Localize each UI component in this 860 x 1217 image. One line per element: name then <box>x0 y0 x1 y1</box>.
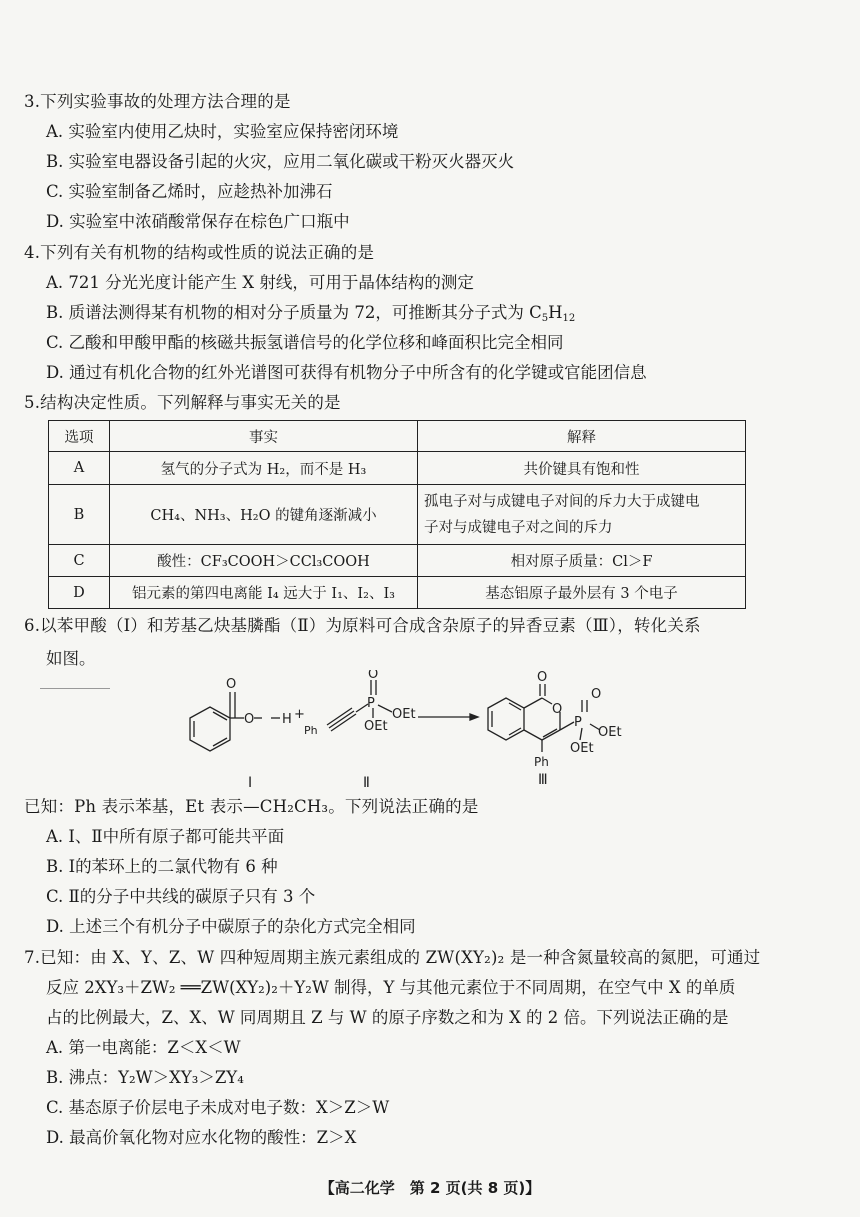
q5-stem: 5.结构决定性质。下列解释与事实无关的是 <box>24 393 341 412</box>
table-header-row <box>49 421 746 452</box>
q4-stem: 4.下列有关有机物的结构或性质的说法正确的是 <box>24 243 375 262</box>
q4-option-b-text: B. 质谱法测得某有机物的相对分子质量为 72，可推断其分子式为 C <box>46 303 542 322</box>
scheme-ph-2: Ph <box>534 755 549 769</box>
q7-option-c: C. 基态原子价层电子未成对电子数：X＞Z＞W <box>46 1098 390 1117</box>
row-reason <box>418 485 746 545</box>
q4-option-d: D. 通过有机化合物的红外光谱图可获得有机物分子中所含有的化学键或官能团信息 <box>46 363 647 382</box>
row-reason-line2: 子对与成键电子对之间的斥力 <box>424 519 613 536</box>
q7-option-d: D. 最高价氧化物对应水化物的酸性：Z＞X <box>46 1128 357 1147</box>
q4-option-a: A. 721 分光光度计能产生 X 射线，可用于晶体结构的测定 <box>46 273 474 292</box>
scheme-p-2: P <box>574 715 582 730</box>
q4-option-b-sub1: 5 <box>541 313 549 324</box>
row-option: D <box>49 577 110 609</box>
row-fact: 酸性：CF₃COOH＞CCl₃COOH <box>110 545 418 577</box>
scheme-oet-2: OEt <box>364 719 388 734</box>
row-reason: 共价键具有饱和性 <box>418 452 746 485</box>
scheme-label-1: Ⅰ <box>248 775 253 791</box>
scheme-o-hydroxyl: O <box>244 712 255 727</box>
q6-stem-line2: 如图。 <box>46 649 96 668</box>
row-option: C <box>49 545 110 577</box>
scheme-o-p-1: O <box>368 670 379 682</box>
q6-option-a: A. Ⅰ、Ⅱ中所有原子都可能共平面 <box>46 827 285 846</box>
q7-stem-line1: 7.已知：由 X、Y、Z、W 四种短周期主族元素组成的 ZW(XY₂)₂ 是一种含氮量较高的氮肥，可通过 <box>24 948 761 967</box>
q5-table <box>48 420 746 609</box>
q6-stem-line1: 6.以苯甲酸（Ⅰ）和芳基乙炔基膦酯（Ⅱ）为原料可合成含杂原子的异香豆素（Ⅲ），转化关系 <box>24 616 701 635</box>
header-option: 选项 <box>49 421 110 452</box>
q3-stem: 3.下列实验事故的处理方法合理的是 <box>24 92 291 111</box>
scheme-ph-1: Ph <box>304 724 318 737</box>
q3-option-a: A. 实验室内使用乙炔时，实验室应保持密闭环境 <box>46 122 399 141</box>
scheme-o-carbonyl-1: O <box>226 677 237 692</box>
q4-option-b-sub2: 12 <box>562 313 576 324</box>
q6-known: 已知：Ph 表示苯基，Et 表示—CH₂CH₃。下列说法正确的是 <box>24 797 479 816</box>
table-row <box>49 577 746 609</box>
table-row <box>49 545 746 577</box>
q7-stem-line3: 占的比例最大，Z、X、W 同周期且 Z 与 W 的原子序数之和为 X 的 2 倍。下列说法正确的是 <box>46 1008 729 1027</box>
scheme-oet-1: OEt <box>392 707 416 722</box>
row-reason: 基态铝原子最外层有 3 个电子 <box>418 577 746 609</box>
row-option: A <box>49 452 110 485</box>
row-reason: 相对原子质量：Cl＞F <box>418 545 746 577</box>
scheme-h: H <box>282 712 292 727</box>
q6-option-d: D. 上述三个有机分子中碳原子的杂化方式完全相同 <box>46 917 416 936</box>
q7-option-b: B. 沸点：Y₂W＞XY₃＞ZY₄ <box>46 1068 244 1087</box>
scheme-o-ring: O <box>552 702 563 717</box>
q7-option-a: A. 第一电离能：Z＜X＜W <box>46 1038 241 1057</box>
header-reason: 解释 <box>418 421 746 452</box>
scheme-p-1: P <box>367 696 375 711</box>
reaction-scheme <box>0 670 860 795</box>
page-footer: 【高二化学 第 2 页(共 8 页)】 <box>319 1179 541 1197</box>
scheme-label-3: Ⅲ <box>538 772 548 788</box>
scheme-oet-3: OEt <box>598 725 622 740</box>
q4-option-b <box>46 299 575 324</box>
table-row <box>49 485 746 545</box>
q3-option-b: B. 实验室电器设备引起的火灾，应用二氧化碳或干粉灭火器灭火 <box>46 152 515 171</box>
q6-option-c: C. Ⅱ的分子中共线的碳原子只有 3 个 <box>46 887 316 906</box>
benzene-ring-2 <box>488 698 524 740</box>
row-fact: CH₄、NH₃、H₂O 的键角逐渐减小 <box>110 485 418 545</box>
q4-option-c: C. 乙酸和甲酸甲酯的核磁共振氢谱信号的化学位移和峰面积比完全相同 <box>46 333 564 352</box>
row-option: B <box>49 485 110 545</box>
header-fact: 事实 <box>110 421 418 452</box>
q3-option-d: D. 实验室中浓硝酸常保存在棕色广口瓶中 <box>46 212 350 231</box>
row-fact: 铝元素的第四电离能 I₄ 远大于 I₁、I₂、I₃ <box>110 577 418 609</box>
scheme-label-2: Ⅱ <box>363 775 370 791</box>
row-fact: 氢气的分子式为 H₂，而不是 H₃ <box>110 452 418 485</box>
scheme-o-p-2: O <box>591 687 602 702</box>
scheme-oet-4: OEt <box>570 741 594 756</box>
q7-stem-line2: 反应 2XY₃＋ZW₂ ══ZW(XY₂)₂＋Y₂W 制得，Y 与其他元素位于不同周期，在空气中 X 的单质 <box>46 978 736 997</box>
q6-option-b: B. Ⅰ的苯环上的二氯代物有 6 种 <box>46 857 278 876</box>
q4-option-b-h: H <box>548 303 563 322</box>
benzene-ring-1 <box>190 707 230 751</box>
scheme-o-carbonyl-2: O <box>537 670 548 685</box>
row-reason-line1: 孤电子对与成键电子对间的斥力大于成键电 <box>424 493 700 510</box>
scheme-plus: + <box>294 707 305 722</box>
table-row <box>49 452 746 485</box>
q3-option-c: C. 实验室制备乙烯时，应趁热补加沸石 <box>46 182 333 201</box>
